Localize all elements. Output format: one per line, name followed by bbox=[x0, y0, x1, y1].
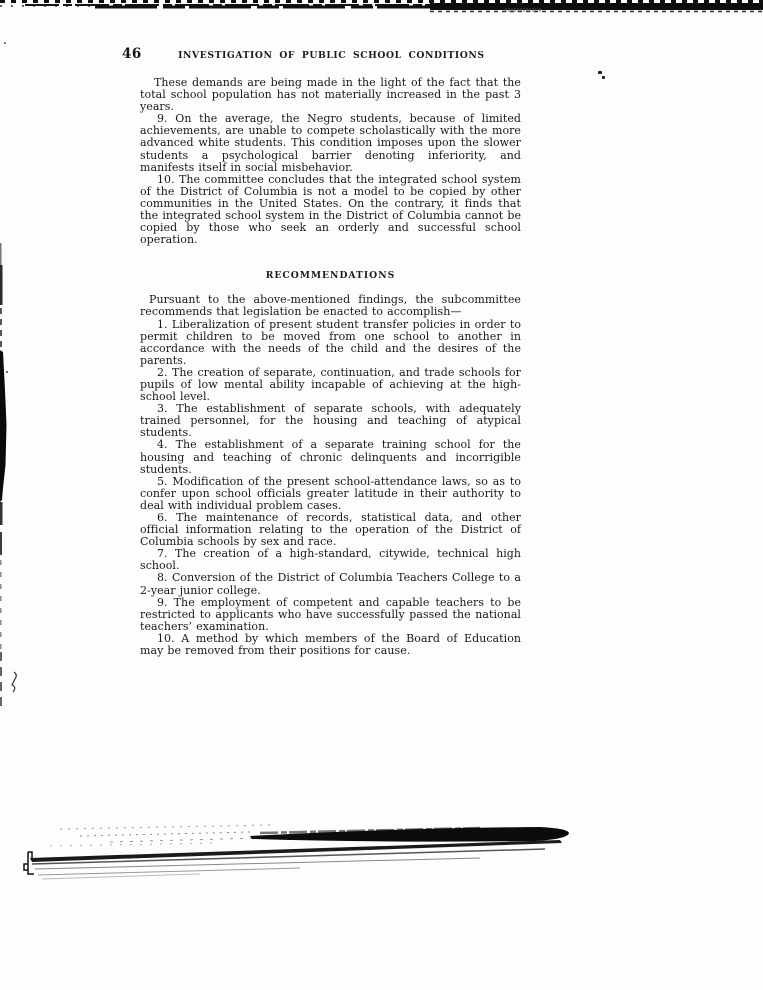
recommendation-item-6: 6. The maintenance of records, statistical data, and other official information relating to the operation of the District of Columbia schools by sex and race. bbox=[140, 511, 521, 549]
scan-artifact-bottom-pages bbox=[20, 812, 580, 892]
recommendation-item-10: 10. A method by which members of the Board of Education may be removed from their positions for cause. bbox=[140, 631, 521, 658]
recommendation-item-1: 1. Liberalization of present student transfer policies in order to permit children to be moved from one school to another in accordance with the needs of the child and the desires of the parents. bbox=[140, 317, 521, 367]
findings-paragraph-9: 9. On the average, the Negro students, because of limited achievements, are unable to compete scholastically with the more advanced white students. This condition imposes upon the slower students a psychological barrier denoting inferiority, and manifests itself in social misbehavior. bbox=[140, 112, 521, 174]
recommendation-item-3: 3. The establishment of separate schools, with adequately trained personnel, for the housing and teaching of atypical students. bbox=[140, 402, 521, 440]
ink-speck bbox=[602, 76, 605, 79]
page-header bbox=[122, 46, 521, 62]
scan-artifact-top-edge bbox=[0, 0, 763, 18]
recommendation-item-2: 2. The creation of separate, continuation, and trade schools for pupils of low mental ability incapable of achieving at the high-school level. bbox=[140, 365, 521, 404]
recommendation-item-5: 5. Modification of the present school-attendance laws, so as to confer upon school officials greater latitude in their authority to deal with individual problem cases. bbox=[140, 474, 521, 512]
findings-paragraph: These demands are being made in the light of the fact that the total school population has not materially increased in the past 3 years. bbox=[140, 76, 521, 114]
running-title: INVESTIGATION OF PUBLIC SCHOOL CONDITIONS bbox=[178, 50, 485, 61]
page-number: 46 bbox=[122, 46, 142, 62]
recommendation-item-9: 9. The employment of competent and capable teachers to be restricted to applicants who have successfully passed the national teachers’ examination. bbox=[140, 595, 521, 633]
page-content bbox=[122, 46, 521, 658]
recommendation-item-8: 8. Conversion of the District of Columbia Teachers College to a 2-year junior college. bbox=[140, 571, 521, 597]
ink-speck bbox=[598, 71, 602, 74]
recommendation-item-4: 4. The establishment of a separate training school for the housing and teaching of chronic delinquents and incorrigible students. bbox=[140, 438, 521, 476]
recommendations-heading: RECOMMENDATIONS bbox=[265, 270, 396, 282]
ink-speck bbox=[4, 42, 6, 44]
recommendation-item-7: 7. The creation of a high-standard, citywide, technical high school. bbox=[140, 547, 521, 573]
scan-artifact-left-edge bbox=[0, 240, 26, 720]
findings-paragraph-10: 10. The committee concludes that the integrated school system of the District of Columbia is not a model to be copied by other communities in the United States. On the contrary, it finds that the integrated school system in the District of Columbia cannot be copied by those who seek an orderly and successful school operation. bbox=[140, 172, 521, 247]
recommendations-intro: Pursuant to the above-mentioned findings, the subcommittee recommends that legislation be enacted to accomplish— bbox=[140, 293, 521, 319]
